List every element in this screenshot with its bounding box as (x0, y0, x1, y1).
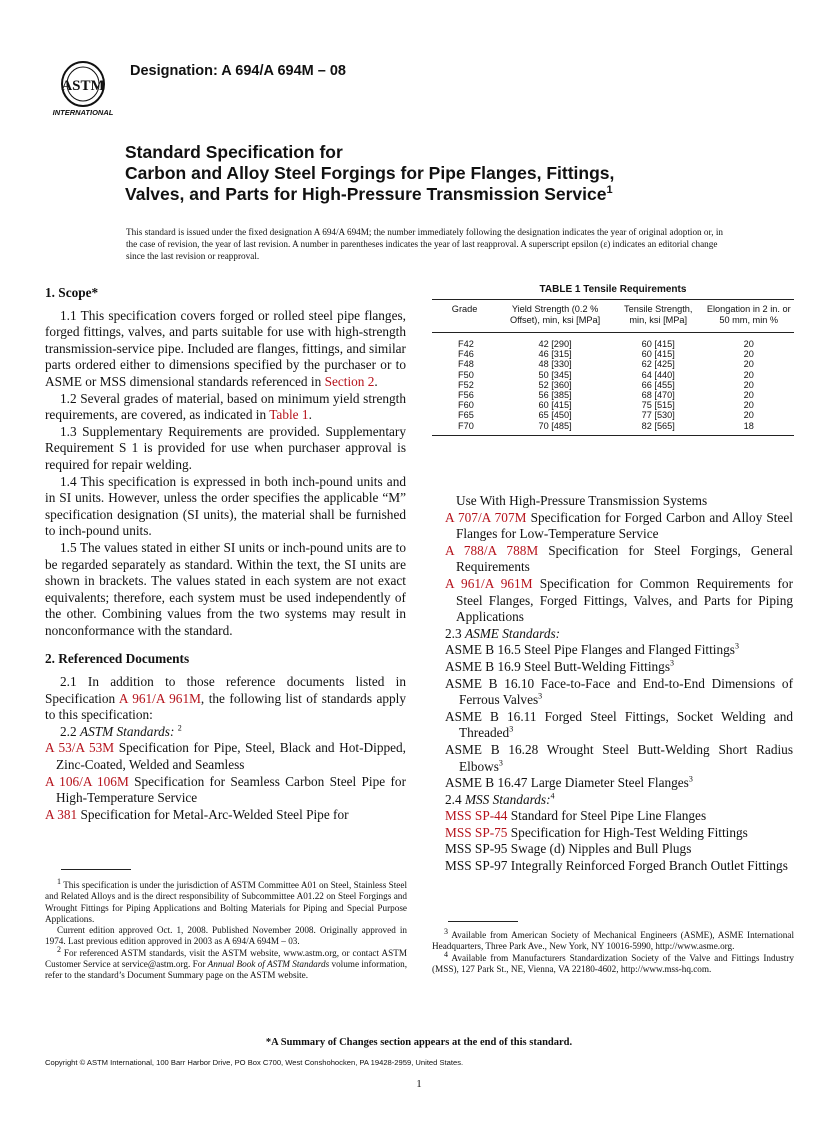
logo-subtext: INTERNATIONAL (52, 108, 114, 117)
yield-cell: 52 [360] (538, 379, 572, 390)
page-number: 1 (416, 1078, 422, 1090)
col-header-yield: Yield Strength (0.2 % Offset), min, ksi [MPa] (509, 304, 601, 325)
elongation-cell: 20 (743, 400, 754, 411)
footnote-rule-right (448, 921, 518, 922)
table-row (432, 410, 794, 420)
grade-cell: F60 (458, 400, 474, 411)
yield-cell: 48 [330] (538, 359, 572, 370)
asme-ref: ASME B 16.28 Wrought Steel Butt-Welding Short Radius Elbows$^3$ (445, 741, 793, 774)
footnotes-right (432, 921, 794, 975)
footnote-1: $^1$ This specification is under the jurisdiction of ASTM Committee A01 on Steel, Stainless Steel and Related Alloys and is the direct responsibility of Subcommittee A01.22 on Steel Forgings and Wrought Fittings for Piping Applications and Bolting Materials for Piping and Special Purpose Applications. (45, 876, 407, 924)
footnote-rule (61, 869, 131, 870)
document-title (125, 142, 725, 205)
astm-ref-a381-code[interactable]: A 381 (45, 806, 78, 822)
mss-ref-code: MSS SP-95 (445, 841, 508, 857)
table-row (432, 349, 794, 359)
astm-standards-heading: 2.2 ASTM Standards: $^2$ (60, 723, 182, 739)
tensile-cell: 82 [565] (641, 420, 675, 431)
tensile-cell: 77 [530] (641, 410, 675, 421)
col-header-grade: Grade (451, 304, 478, 314)
yield-cell: 46 [315] (538, 349, 572, 360)
para-1-5: 1.5 The values stated in either SI units or inch-pound units are to be regarded separately as standard. Within the text, the SI units are shown in brackets. The values stated in each system are not exact equivalents; therefore, each system must be used independently of the other. Combining values from the two systems may result in nonconformance with the standard. (45, 539, 406, 638)
para-2-1: 2.1 In addition to those reference documents listed in Specification A 961/A 961M, the following list of standards apply to this specification: (45, 674, 406, 723)
table-row (432, 333, 794, 350)
table-1 (432, 284, 794, 436)
title-line-2: Carbon and Alloy Steel Forgings for Pipe Flanges, Fittings, (125, 163, 615, 183)
elongation-cell: 20 (743, 359, 754, 370)
astm-ref-a53: A 53/A 53M Specification for Pipe, Steel, Black and Hot-Dipped, Zinc-Coated, Welded and Seamless (45, 740, 407, 773)
astm-ref-a53-code[interactable]: A 53/A 53M (45, 740, 115, 756)
tensile-cell: 75 [515] (641, 400, 675, 411)
title-line-1: Standard Specification for (125, 142, 343, 162)
link-table-1[interactable]: Table 1 (269, 407, 309, 423)
elongation-cell: 20 (743, 349, 754, 360)
astm-ref-a106-code[interactable]: A 106/A 106M (45, 773, 129, 789)
grade-cell: F56 (458, 390, 474, 401)
yield-cell: 50 [345] (538, 369, 572, 380)
astm-ref-a381-continued: Use With High-Pressure Transmission Systems (456, 493, 708, 508)
left-column (45, 285, 406, 823)
footnotes-left (45, 869, 407, 982)
elongation-cell: 20 (743, 339, 754, 349)
para-1-4: 1.4 This specification is expressed in both inch-pound units and in SI units. However, unless the order specifies the applicable “M” specification designation (SI units), the material shall be furnished to inch-pound units. (45, 473, 406, 539)
para-1-2: 1.2 Several grades of material, based on minimum yield strength requirements, are covered, as indicated in Table 1. (45, 390, 406, 423)
mss-ref: MSS SP-97 Integrally Reinforced Forged Branch Outlet Fittings (445, 858, 788, 874)
elongation-cell: 18 (743, 420, 754, 431)
yield-cell: 70 [485] (538, 420, 572, 431)
logo-text: ASTM (61, 78, 105, 94)
tensile-cell: 62 [425] (641, 359, 675, 370)
asme-ref: ASME B 16.5 Steel Pipe Flanges and Flanged Fittings$^3$ (445, 641, 739, 658)
astm-logo (46, 60, 120, 118)
grade-cell: F50 (458, 369, 474, 380)
designation: Designation: A 694/A 694M – 08 (130, 63, 346, 79)
mss-ref: MSS SP-95 Swage (d) Nipples and Bull Plugs (445, 841, 692, 857)
tensile-cell: 64 [440] (641, 369, 675, 380)
asme-ref: ASME B 16.11 Forged Steel Fittings, Socket Welding and Threaded$^3$ (445, 708, 793, 741)
yield-cell: 65 [450] (538, 410, 572, 421)
astm-ref-a961: A 961/A 961M Specification for Common Requirements for Steel Flanges, Forged Fittings, Valves, and Parts for Piping Applications (445, 575, 793, 625)
astm-ref-a707: A 707/A 707M Specification for Forged Carbon and Alloy Steel Flanges for Low-Temperature Service (445, 509, 794, 542)
table-caption: TABLE 1 Tensile Requirements (539, 284, 687, 295)
title-line-3: Valves, and Parts for High-Pressure Transmission Service (125, 184, 607, 204)
mss-standards-heading: 2.4 MSS Standards:$^4$ (445, 791, 555, 807)
section-1-heading: 1. Scope* (45, 285, 99, 300)
yield-cell: 56 [385] (538, 390, 572, 401)
section-2-heading: 2. Referenced Documents (45, 651, 190, 667)
elongation-cell: 20 (743, 390, 754, 401)
tensile-cell: 60 [415] (641, 339, 675, 349)
footnote-1-edition: Current edition approved Oct. 1, 2008. Published November 2008. Originally approved in 1974. Last previous edition approved in 2003 as A 694/A 694M – 03. (45, 925, 407, 947)
table-row (432, 370, 794, 380)
issuance-notice: This standard is issued under the fixed designation A 694/A 694M; the number immediately following the designation indicates the year of original adoption or, in the case of revision, the year of last revision. A number in parentheses indicates the year of last reapproval. A superscript epsilon (ε) indicates an editorial change since the last revision or reapproval. (126, 227, 723, 261)
footnote-3: $^3$ Available from American Society of Mechanical Engineers (ASME), ASME International Headquarters, Three Park Ave., New York, NY 10016-5990, http://www.asme.org. (432, 926, 794, 952)
mss-ref-code: MSS SP-97 (445, 858, 508, 874)
grade-cell: F70 (458, 420, 474, 431)
astm-ref-a788: A 788/A 788M Specification for Steel Forgings, General Requirements (445, 542, 793, 575)
mss-ref-code[interactable]: MSS SP-44 (445, 808, 508, 824)
tensile-cell: 66 [455] (641, 379, 675, 390)
table-row (432, 421, 794, 436)
mss-ref-code[interactable]: MSS SP-75 (445, 824, 508, 840)
para-1-1: 1.1 This specification covers forged or rolled steel pipe flanges, forged fittings, valves, and parts suitable for use with high-strength transmission-service pipe. Included are flanges, fittings, and similar parts ordered either to dimensions specified by the purchaser or to ASME or MSS dimensional standards referenced in Section 2. (45, 307, 406, 389)
tensile-cell: 60 [415] (641, 349, 675, 360)
grade-cell: F42 (458, 339, 474, 349)
link-a961[interactable]: A 961/A 961M (118, 690, 201, 706)
asme-ref: ASME B 16.47 Large Diameter Steel Flanges$^3$ (445, 774, 693, 791)
table-row (432, 400, 794, 410)
grade-cell: F46 (458, 349, 474, 360)
yield-cell: 60 [415] (538, 400, 572, 411)
astm-ref-a381: A 381 Specification for Metal-Arc-Welded Steel Pipe for (45, 806, 349, 822)
elongation-cell: 20 (743, 379, 754, 390)
asme-ref: ASME B 16.9 Steel Butt-Welding Fittings$^3$ (445, 658, 674, 674)
title-footnote-ref[interactable]: 1 (606, 184, 613, 197)
elongation-cell: 20 (743, 410, 754, 421)
summary-of-changes-note: *A Summary of Changes section appears at the end of this standard. (265, 1037, 573, 1048)
elongation-cell: 20 (743, 369, 754, 380)
mss-ref: MSS SP-44 Standard for Steel Pipe Line Flanges (445, 808, 707, 824)
table-row (432, 390, 794, 400)
grade-cell: F48 (458, 359, 474, 370)
table-header-row (432, 300, 794, 333)
copyright: Copyright © ASTM International, 100 Barr Harbor Drive, PO Box C700, West Conshohocken, PA 19428-2959, United States. (45, 1058, 464, 1067)
asme-ref: ASME B 16.10 Face-to-Face and End-to-End Dimensions of Ferrous Valves$^3$ (445, 675, 793, 708)
grade-cell: F65 (458, 410, 474, 421)
table-row (432, 380, 794, 390)
yield-cell: 42 [290] (538, 339, 572, 349)
astm-ref-a106: A 106/A 106M Specification for Seamless Carbon Steel Pipe for High-Temperature Service (45, 773, 406, 806)
footnote-2: $^2$ For referenced ASTM standards, visit the ASTM website, www.astm.org, or contact ASTM Customer Service at service@astm.org. For Annual Book of ASTM Standards volume information, refer to the standard’s Document Summary page on the ASTM website. (45, 944, 408, 981)
right-column (445, 493, 793, 875)
grade-cell: F52 (458, 379, 474, 390)
astm-ref-a707-code[interactable]: A 707/A 707M (445, 509, 527, 525)
mss-ref: MSS SP-75 Specification for High-Test Welding Fittings (445, 824, 748, 840)
link-section-2[interactable]: Section 2 (324, 373, 375, 389)
footnote-4: $^4$ Available from Manufacturers Standardization Society of the Valve and Fittings Industry (MSS), 127 Park St., NE, Vienna, VA 22180-4602, http://www.mss-hq.com. (432, 949, 794, 974)
astm-ref-a788-code[interactable]: A 788/A 788M (445, 542, 539, 558)
para-1-3: 1.3 Supplementary Requirements are provided. Supplementary Requirement S 1 is provided for use when purchaser approval is required for repair welding. (45, 423, 406, 472)
col-header-elongation: Elongation in 2 in. or 50 mm, min % (706, 304, 791, 325)
tensile-cell: 68 [470] (641, 390, 675, 401)
astm-ref-a961-code[interactable]: A 961/A 961M (445, 575, 533, 591)
table-row (432, 359, 794, 369)
col-header-tensile: Tensile Strength, min, ksi [MPa] (624, 304, 693, 325)
asme-standards-heading: 2.3 ASME Standards: (445, 625, 561, 641)
